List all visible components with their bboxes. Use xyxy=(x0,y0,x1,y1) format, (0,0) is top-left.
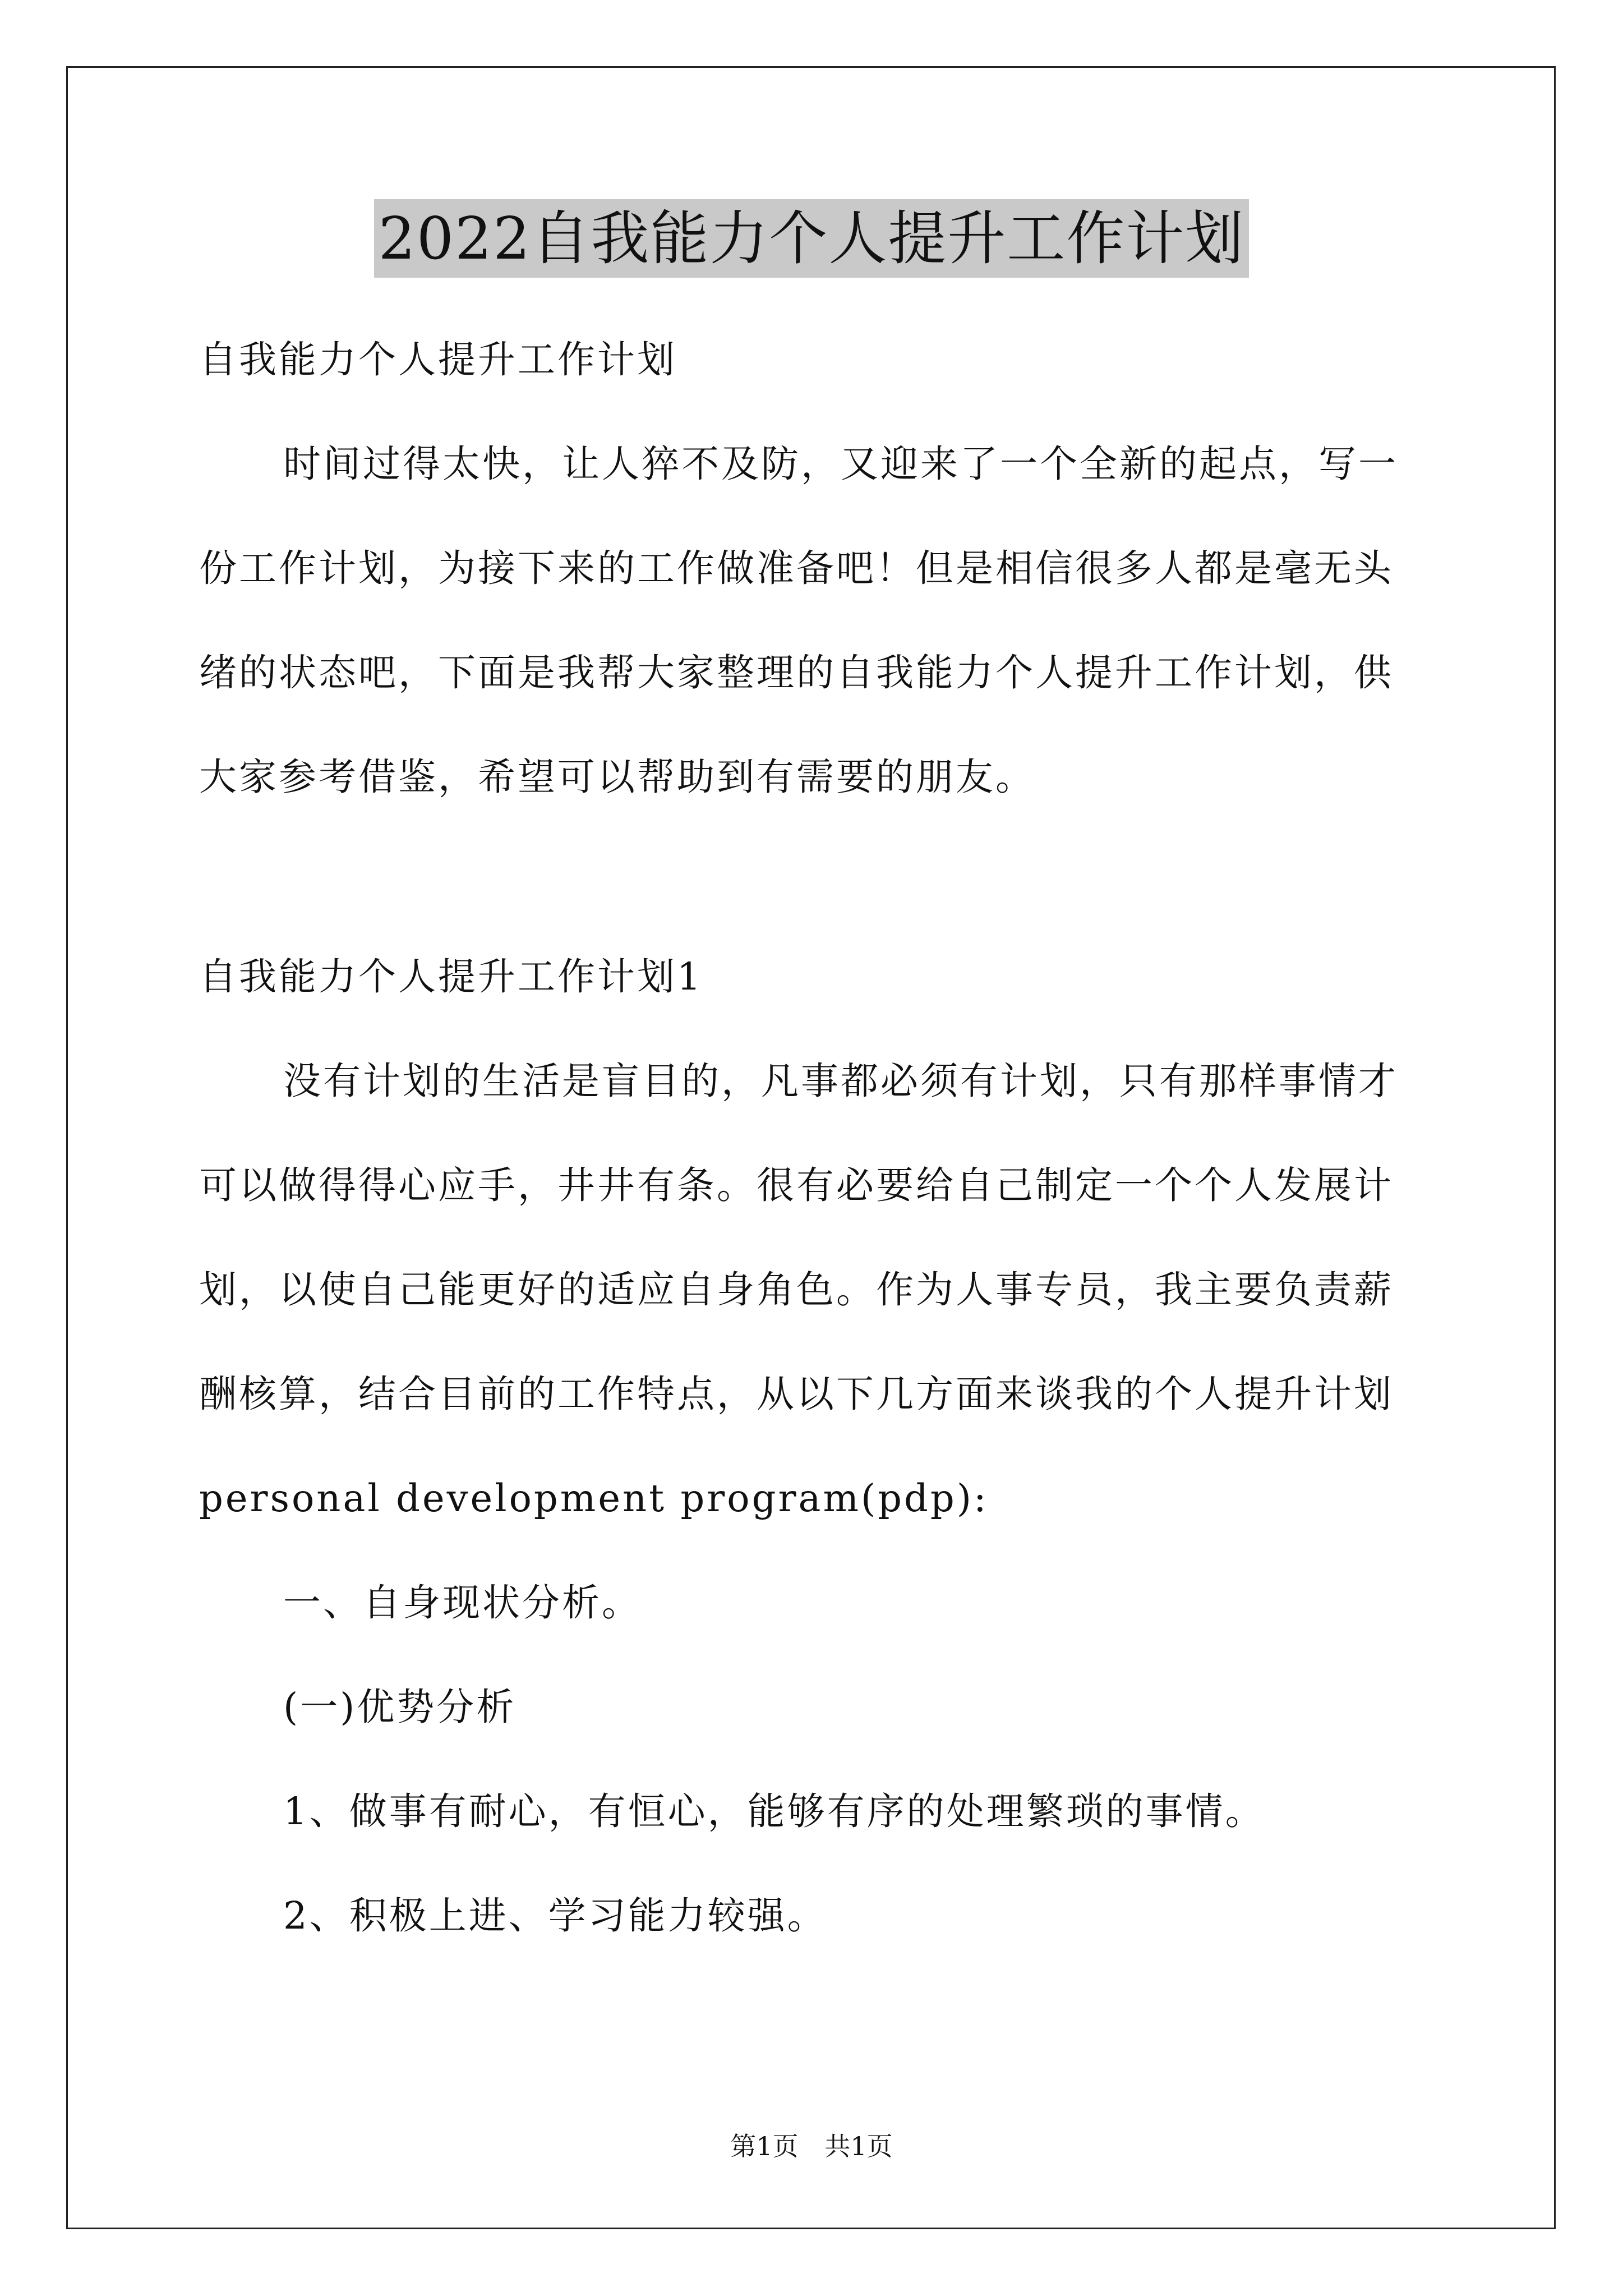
section1-line-3: 划，以使自己能更好的适应自身角色。作为人事专员，我主要负责薪 xyxy=(199,1268,1394,1312)
page-footer xyxy=(0,2126,1623,2163)
item-self-analysis: 一、自身现状分析。 xyxy=(283,1581,642,1625)
list-item-2: 2、积极上进、学习能力较强。 xyxy=(283,1894,827,1938)
title-wrap xyxy=(0,199,1623,278)
subtitle: 自我能力个人提升工作计划 xyxy=(199,338,677,381)
intro-line-2: 份工作计划，为接下来的工作做准备吧！但是相信很多人都是毫无头 xyxy=(199,546,1394,590)
intro-line-3: 绪的状态吧，下面是我帮大家整理的自我能力个人提升工作计划，供 xyxy=(199,651,1394,694)
section1-line-4: 酬核算，结合目前的工作特点，从以下几方面来谈我的个人提升计划 xyxy=(199,1372,1394,1416)
intro-line-1: 时间过得太快，让人猝不及防，又迎来了一个全新的起点，写一 xyxy=(283,442,1398,486)
document-body xyxy=(199,307,1430,1968)
document-title: 2022自我能力个人提升工作计划 xyxy=(374,199,1249,278)
section1-heading: 自我能力个人提升工作计划1 xyxy=(199,955,703,999)
paragraph-gap xyxy=(199,829,1430,924)
section1-line-5: personal development program(pdp): xyxy=(199,1476,989,1520)
intro-line-4: 大家参考借鉴，希望可以帮助到有需要的朋友。 xyxy=(199,755,1035,799)
page-number: 第1页 xyxy=(730,2131,799,2161)
section1-line-2: 可以做得得心应手，井井有条。很有必要给自己制定一个个人发展计 xyxy=(199,1163,1394,1207)
item-advantage-analysis: (一)优势分析 xyxy=(283,1685,517,1729)
page-total: 共1页 xyxy=(824,2131,893,2161)
list-item-1: 1、做事有耐心，有恒心，能够有序的处理繁琐的事情。 xyxy=(283,1789,1265,1833)
section1-line-1: 没有计划的生活是盲目的，凡事都必须有计划，只有那样事情才 xyxy=(283,1059,1398,1103)
